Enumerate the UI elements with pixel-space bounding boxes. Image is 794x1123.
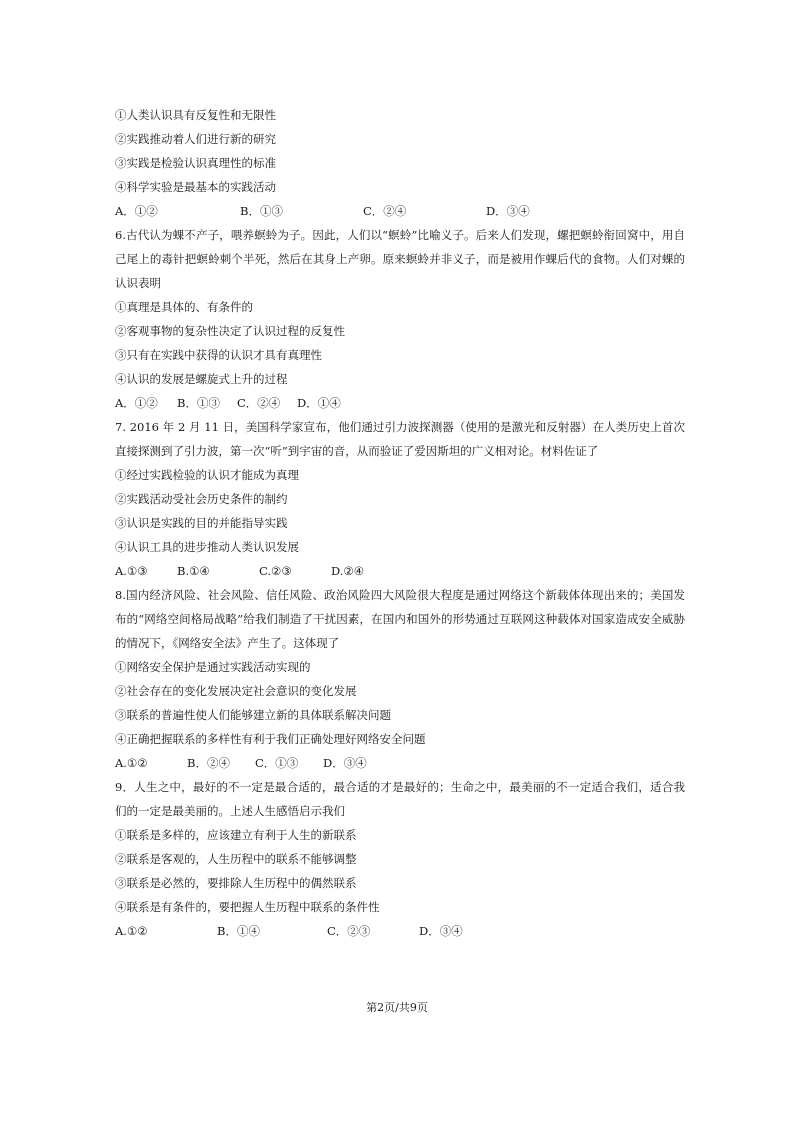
statement: ②社会存在的变化发展决定社会意识的变化发展 [115, 684, 357, 698]
question-stem: 6.古代认为蜾不产子，喂养螟蛉为子。因此，人们以“螟蛉”比喻义子。后来人们发现，螺把螟蛉衔回窝中，用自己尾上的毒针把螟蛉刺个半死，然后在其身上产卵。原来螟蛉并非义子，而是被用作蜾后代的食物。人们对蜾的认识表明 [115, 228, 685, 290]
option-b: B．①③ [177, 396, 220, 410]
option-b: B．②④ [187, 756, 230, 770]
option-d: D．③④ [486, 204, 530, 218]
question-stem: 8.国内经济风险、社会风险、信任风险、政治风险四大风险很大程度是通过网络这个新载体体现出来的；美国发布的“网络空间格局战略”给我们制造了干扰因素，在国内和国外的形势通过互联网这种载体对国家造成安全威胁的情况下，《网络安全法》产生了。这体现了 [115, 588, 685, 650]
statement: ③认识是实践的目的并能指导实践 [115, 516, 288, 530]
option-a: A．①② [115, 396, 158, 410]
option-b: B．①④ [217, 924, 260, 938]
statement: ②联系是客观的，人生历程中的联系不能够调整 [115, 852, 357, 866]
statement: ①经过实践检验的认识才能成为真理 [115, 468, 299, 482]
statement: ④联系是有条件的，要把握人生历程中联系的条件性 [115, 900, 380, 914]
question-9 [115, 775, 685, 943]
statement: ④科学实验是最基本的实践活动 [115, 180, 276, 194]
option-d: D．③④ [323, 756, 367, 770]
answer-options [115, 751, 685, 775]
option-d: D．①④ [297, 396, 341, 410]
statement: ④正确把握联系的多样性有利于我们正确处理好网络安全问题 [115, 732, 426, 746]
statement: ①联系是多样的，应该建立有利于人生的新联系 [115, 828, 357, 842]
page-content [115, 103, 685, 943]
answer-options [115, 199, 685, 223]
option-a: A.①② [115, 924, 148, 938]
answer-options [115, 391, 685, 415]
option-d: D．③④ [419, 924, 463, 938]
question-6 [115, 223, 685, 415]
option-b: B．①③ [240, 204, 283, 218]
statement: ③联系的普遍性使人们能够建立新的具体联系解决问题 [115, 708, 391, 722]
option-a: A．①② [115, 204, 158, 218]
statement: ③实践是检验认识真理性的标准 [115, 156, 276, 170]
statement: ①人类认识具有反复性和无限性 [115, 108, 276, 122]
statement: ②实践活动受社会历史条件的制约 [115, 492, 288, 506]
answer-options [115, 559, 685, 583]
answer-options [115, 919, 685, 943]
question-5-tail [115, 103, 685, 223]
question-8 [115, 583, 685, 775]
page-number: 第2页/共9页 [366, 1001, 428, 1014]
statement: ④认识的发展是螺旋式上升的过程 [115, 372, 288, 386]
option-c: C．②④ [237, 396, 281, 410]
statement: ④认识工具的进步推动人类认识发展 [115, 540, 299, 554]
option-a: A.①③ [115, 564, 148, 578]
statement: ③只有在实践中获得的认识才具有真理性 [115, 348, 322, 362]
statement: ③联系是必然的，要排除人生历程中的偶然联系 [115, 876, 357, 890]
option-c: C.②③ [259, 564, 292, 578]
option-c: C．②④ [363, 204, 407, 218]
option-b: B.①④ [177, 564, 210, 578]
question-stem: 7. 2016 年 2 月 11 日，美国科学家宣布，他们通过引力波探测器（使用的是激光和反射器）在人类历史上首次直接探测到了引力波，第一次“听”到宇宙的音，从而验证了爱因斯坦的广义相对论。材料佐证了 [115, 420, 685, 458]
option-c: C．②③ [327, 924, 371, 938]
question-stem: 9．人生之中，最好的不一定是最合适的，最合适的才是最好的；生命之中，最美丽的不一定适合我们，适合我们的一定是最美丽的。上述人生感悟启示我们 [115, 780, 685, 818]
statement: ②客观事物的复杂性决定了认识过程的反复性 [115, 324, 345, 338]
question-7 [115, 415, 685, 583]
statement: ②实践推动着人们进行新的研究 [115, 132, 276, 146]
option-a: A.①② [115, 756, 148, 770]
option-d: D.②④ [331, 564, 365, 578]
option-c: C．①③ [255, 756, 299, 770]
statement: ①真理是具体的、有条件的 [115, 300, 253, 314]
statement: ①网络安全保护是通过实践活动实现的 [115, 660, 311, 674]
